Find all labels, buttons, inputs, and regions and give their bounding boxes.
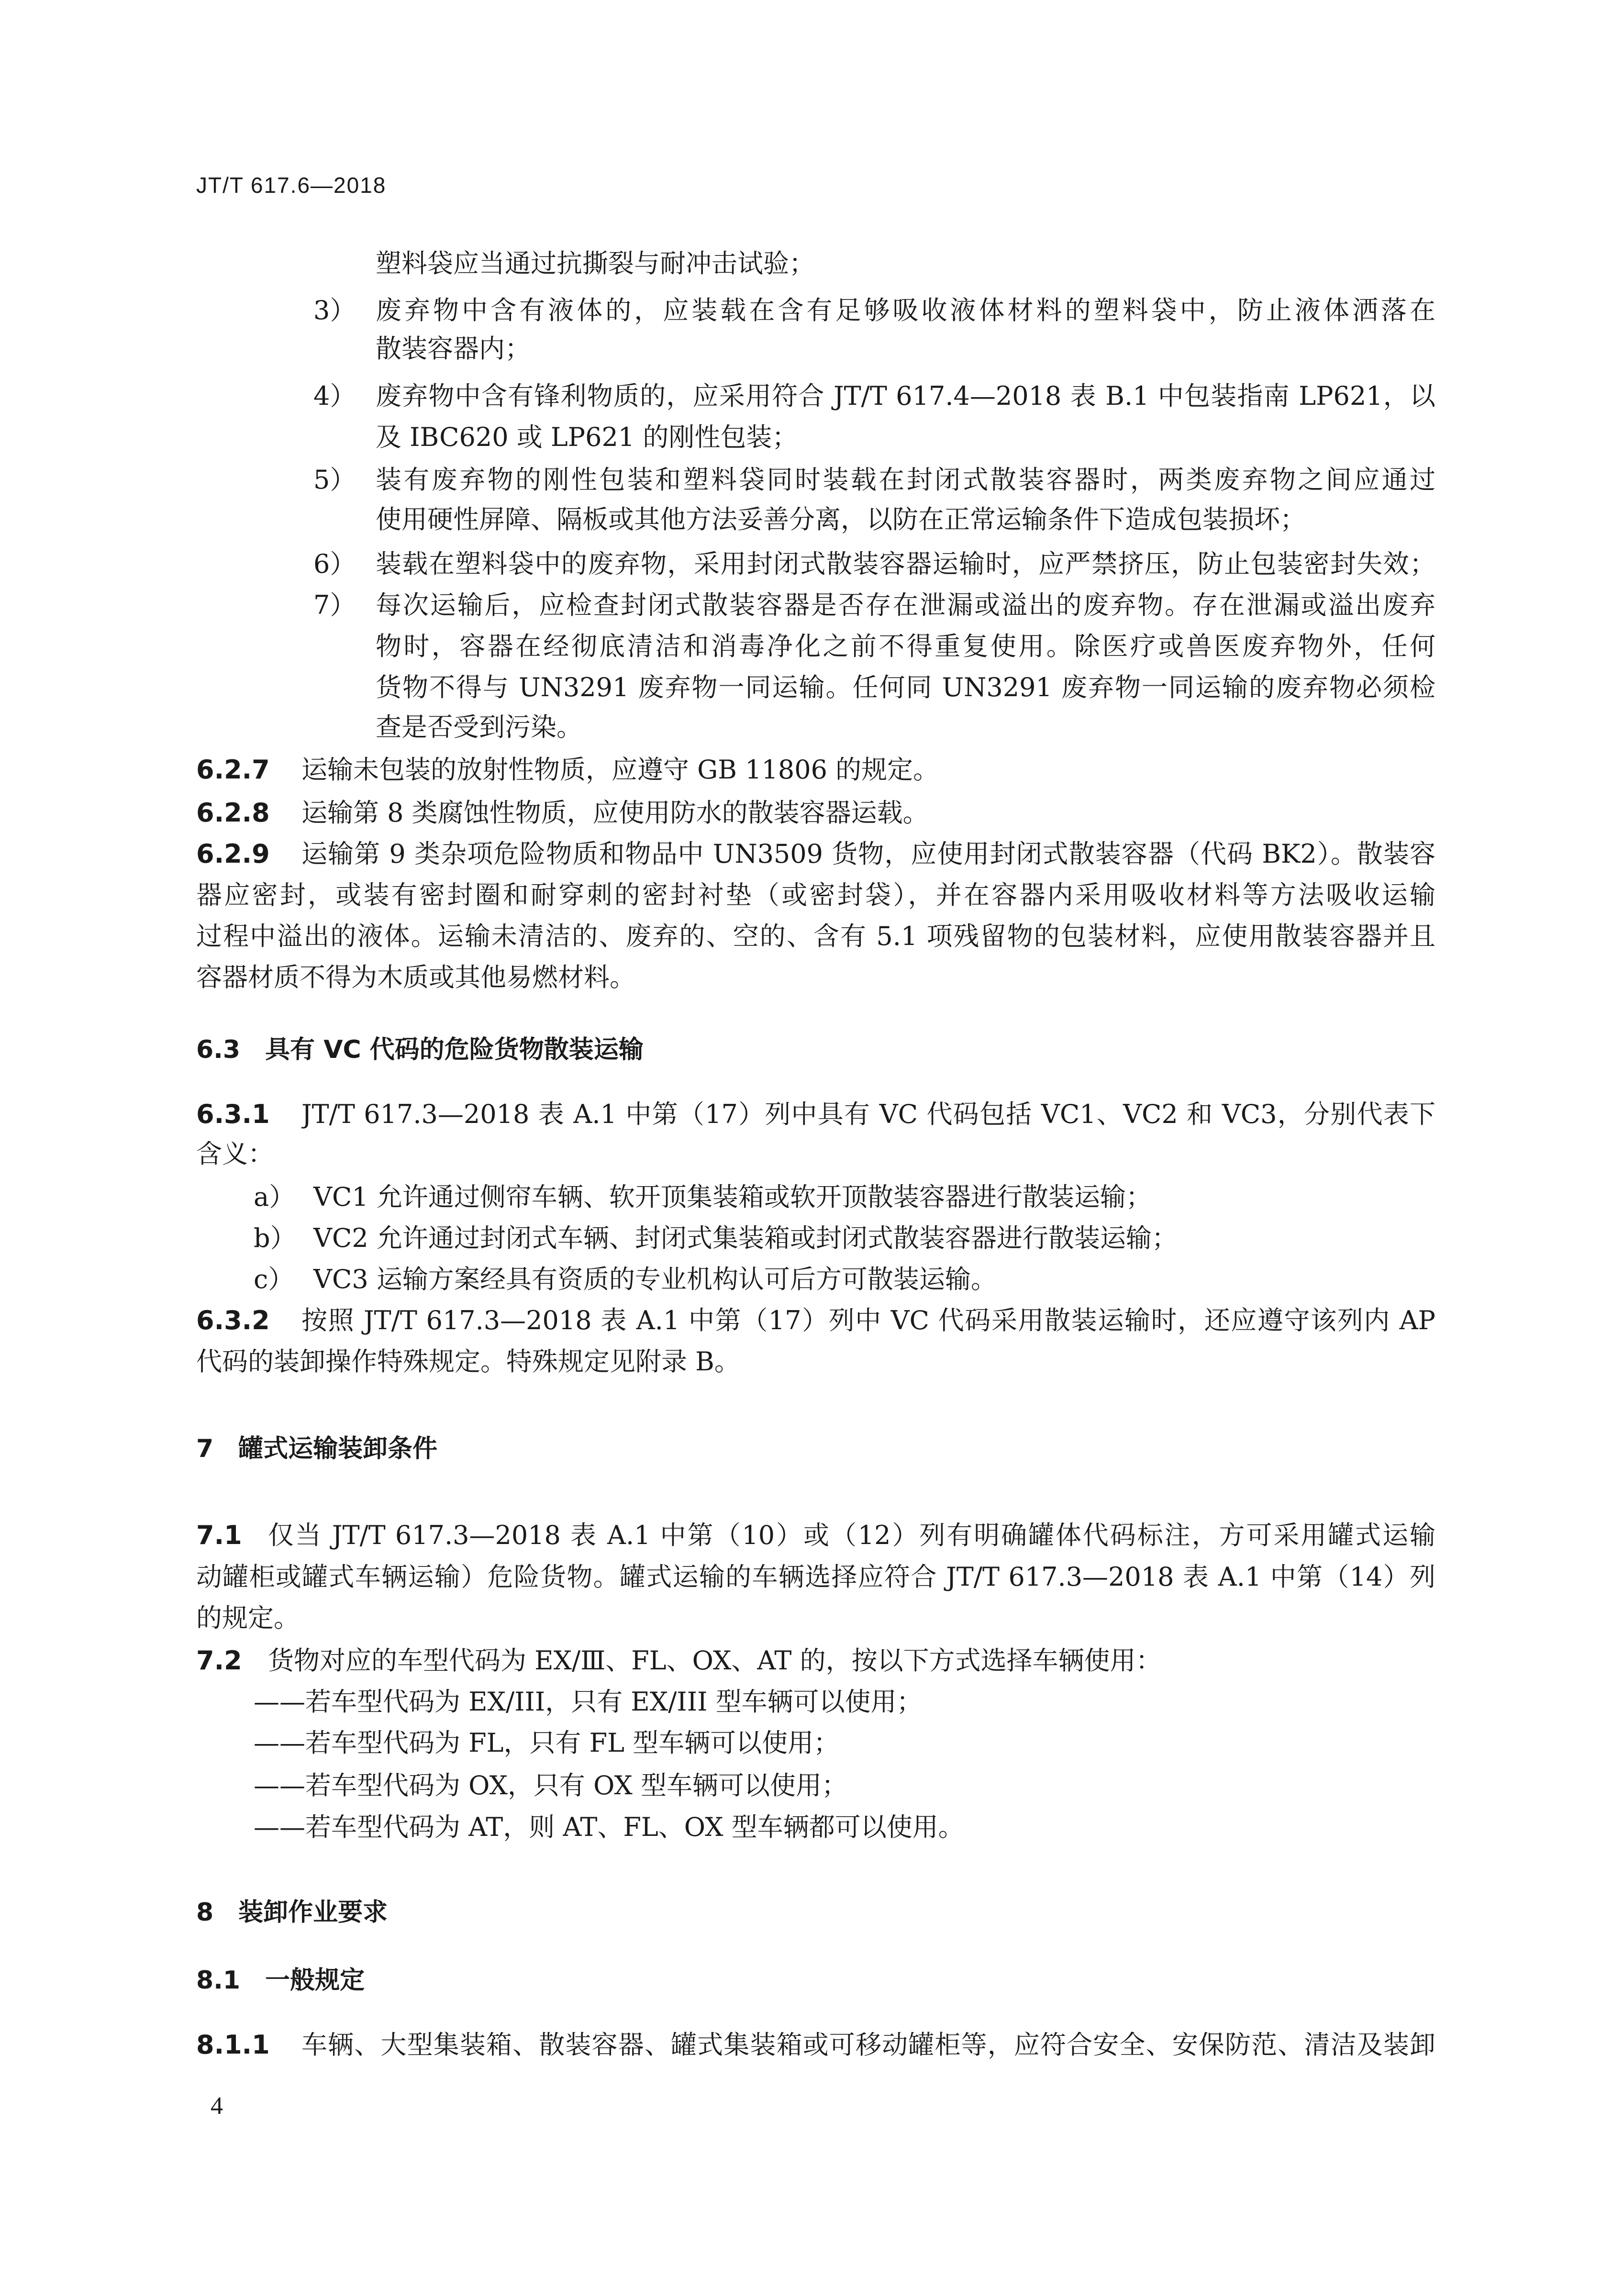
list-item-5-line2: 使用硬性屏障、隔板或其他方法妥善分离，以防在正常运输条件下造成包装损坏； <box>376 504 1306 534</box>
list-marker-3: 3） <box>313 295 356 325</box>
clause-text-6-3-1-line2: 含义： <box>196 1139 274 1169</box>
section-heading-8: 8 装卸作业要求 <box>196 1898 388 1927</box>
dash-item-1: ——若车型代码为 EX/III，只有 EX/III 型车辆可以使用； <box>254 1687 923 1717</box>
list-item-c: VC3 运输方案经具有资质的专业机构认可后方可散装运输。 <box>313 1264 997 1294</box>
list-item-4-line2: 及 IBC620 或 LP621 的刚性包装； <box>376 422 798 452</box>
list-item-5-line1: 装有废弃物的刚性包装和塑料袋同时装载在封闭式散装容器时，两类废弃物之间应通过 <box>376 465 1435 495</box>
list-item-3-line2: 散装容器内； <box>376 333 531 364</box>
page-number: 4 <box>211 2092 223 2120</box>
clause-text-6-3-1-line1: JT/T 617.3—2018 表 A.1 中第（17）列中具有 VC 代码包括 VC1、VC2 和 VC3，分别代表下 <box>301 1099 1435 1129</box>
clause-text-7-1-line3: 的规定。 <box>196 1603 300 1633</box>
list-marker-5: 5） <box>313 465 356 495</box>
list-item-7-line3: 货物不得与 UN3291 废弃物一同运输。任何同 UN3291 废弃物一同运输的废弃物必须检 <box>376 672 1435 702</box>
clause-text-6-3-2-line1: 按照 JT/T 617.3—2018 表 A.1 中第（17）列中 VC 代码采用散装运输时，还应遵守该列内 AP <box>301 1305 1435 1335</box>
clause-text-6-2-9-line2: 器应密封，或装有密封圈和耐穿刺的密封衬垫（或密封袋），并在容器内采用吸收材料等方法吸收运输 <box>196 880 1435 910</box>
list-marker-c: c） <box>254 1264 294 1294</box>
dash-item-4: ——若车型代码为 AT，则 AT、FL、OX 型车辆都可以使用。 <box>254 1812 964 1842</box>
list-item-7-line1: 每次运输后，应检查封闭式散装容器是否存在泄漏或溢出的废弃物。存在泄漏或溢出废弃 <box>376 590 1435 620</box>
dash-item-2: ——若车型代码为 FL，只有 FL 型车辆可以使用； <box>254 1728 840 1758</box>
clause-number-8-1-1: 8.1.1 <box>196 2030 270 2060</box>
clause-text-8-1-1-line1: 车辆、大型集装箱、散装容器、罐式集装箱或可移动罐柜等，应符合安全、安保防范、清洁及装卸 <box>301 2030 1435 2060</box>
list-marker-a: a） <box>254 1182 295 1212</box>
list-marker-6: 6） <box>313 549 356 579</box>
list-marker-b: b） <box>254 1223 296 1253</box>
clause-text-7-2-line1: 货物对应的车型代码为 EX/Ⅲ、FL、OX、AT 的，按以下方式选择车辆使用： <box>268 1645 1162 1676</box>
list-item-3-line1: 废弃物中含有液体的，应装载在含有足够吸收液体材料的塑料袋中，防止液体洒落在 <box>376 295 1435 325</box>
dash-item-3: ——若车型代码为 OX，只有 OX 型车辆可以使用； <box>254 1770 848 1800</box>
clause-number-7-1: 7.1 <box>196 1520 242 1550</box>
standard-code-header: JT/T 617.6—2018 <box>196 173 387 198</box>
clause-number-6-2-8: 6.2.8 <box>196 798 270 828</box>
list-item-b: VC2 允许通过封闭式车辆、封闭式集装箱或封闭式散装容器进行散装运输； <box>313 1223 1178 1253</box>
section-heading-6-3: 6.3 具有 VC 代码的危险货物散装运输 <box>196 1035 644 1064</box>
list-item-4-line1: 废弃物中含有锋利物质的，应采用符合 JT/T 617.4—2018 表 B.1 中包装指南 LP621，以 <box>376 381 1435 411</box>
list-item-2-continuation: 塑料袋应当通过抗撕裂与耐冲击试验； <box>376 248 815 278</box>
clause-number-6-2-7: 6.2.7 <box>196 755 270 785</box>
clause-text-7-1-line1: 仅当 JT/T 617.3—2018 表 A.1 中第（10）或（12）列有明确罐体代码标注，方可采用罐式运输 <box>268 1520 1435 1550</box>
clause-number-6-3-2: 6.3.2 <box>196 1305 270 1335</box>
clause-text-6-2-9-line3: 过程中溢出的液体。运输未清洁的、废弃的、空的、含有 5.1 项残留物的包装材料，应使用散装容器并且 <box>196 921 1435 951</box>
clause-text-6-2-9-line1: 运输第 9 类杂项危险物质和物品中 UN3509 货物，应使用封闭式散装容器（代码 BK2）。散装容 <box>301 839 1435 869</box>
clause-text-6-2-8: 运输第 8 类腐蚀性物质，应使用防水的散装容器运载。 <box>301 798 929 828</box>
list-item-7-line4: 查是否受到污染。 <box>376 712 582 742</box>
list-marker-7: 7） <box>313 590 356 620</box>
clause-text-7-1-line2: 动罐柜或罐式车辆运输）危险货物。罐式运输的车辆选择应符合 JT/T 617.3—2018 表 A.1 中第（14）列 <box>196 1562 1435 1592</box>
clause-text-6-3-2-line2: 代码的装卸操作特殊规定。特殊规定见附录 B。 <box>196 1346 740 1377</box>
clause-number-6-2-9: 6.2.9 <box>196 839 270 869</box>
list-item-a: VC1 允许通过侧帘车辆、软开顶集装箱或软开顶散装容器进行散装运输； <box>313 1182 1152 1212</box>
list-marker-4: 4） <box>313 381 356 411</box>
clause-text-6-2-9-line4: 容器材质不得为木质或其他易燃材料。 <box>196 962 635 992</box>
list-item-7-line2: 物时，容器在经彻底清洁和消毒净化之前不得重复使用。除医疗或兽医废弃物外，任何 <box>376 631 1435 661</box>
list-item-6-line1: 装载在塑料袋中的废弃物，采用封闭式散装容器运输时，应严禁挤压，防止包装密封失效； <box>376 549 1435 579</box>
section-heading-7: 7 罐式运输装卸条件 <box>196 1434 438 1463</box>
clause-number-7-2: 7.2 <box>196 1645 242 1676</box>
clause-number-6-3-1: 6.3.1 <box>196 1099 270 1129</box>
clause-text-6-2-7: 运输未包装的放射性物质，应遵守 GB 11806 的规定。 <box>301 755 939 785</box>
section-heading-8-1: 8.1 一般规定 <box>196 1966 365 1995</box>
